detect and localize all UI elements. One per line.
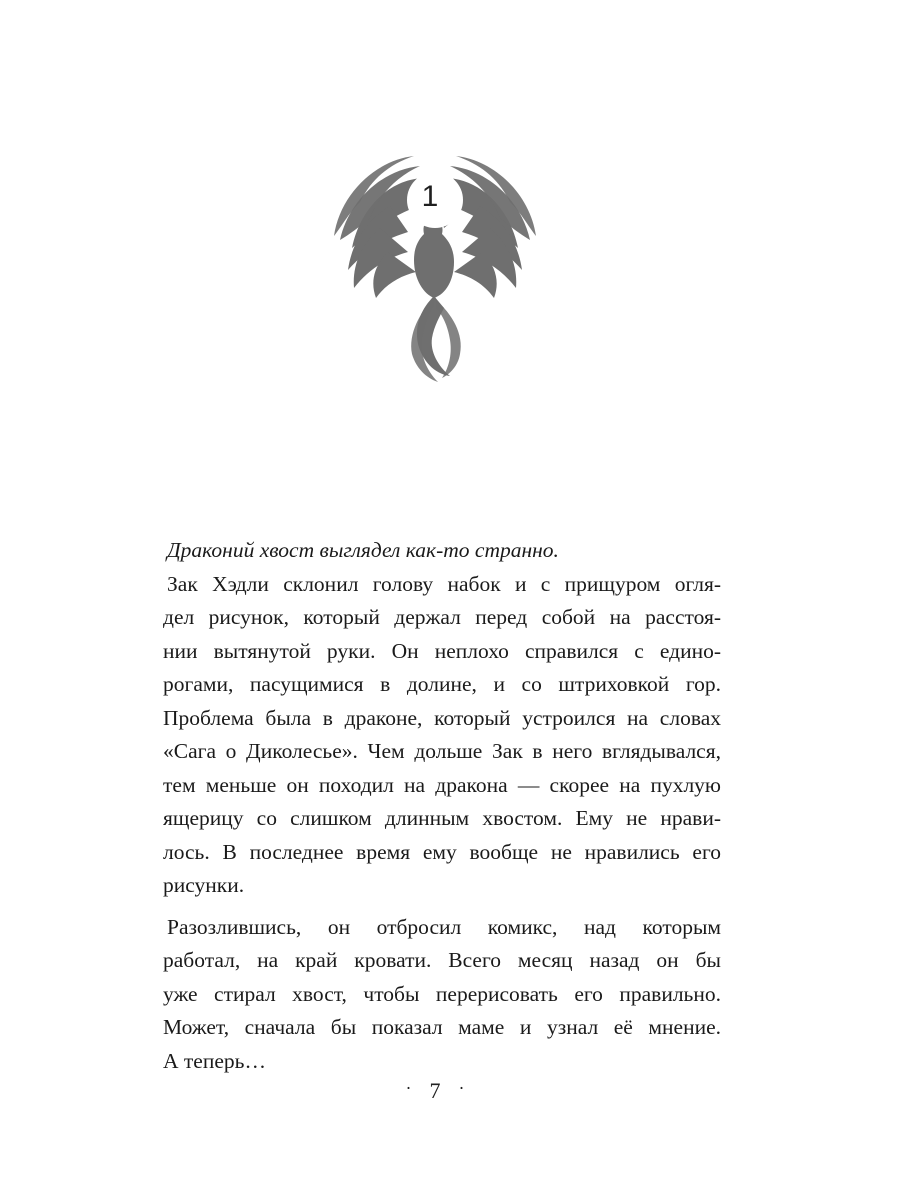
text-line: Проблема была в драконе, который устроился на словах [163, 705, 721, 730]
text-line: нии вытянутой руки. Он неплохо справился с едино- [163, 638, 721, 663]
chapter-lead-sentence: Драконий хвост выглядел как-то странно. [167, 538, 559, 562]
text-line: ящерицу со слишком длинным хвостом. Ему не нрави- [163, 806, 721, 830]
page-number: 7 [429, 1078, 441, 1103]
text-line: тем меньше он походил на дракона — скорее на пухлую [163, 772, 721, 797]
text-line: рисунки. [163, 873, 245, 897]
text-line: уже стирал хвост, чтобы перерисовать его правильно. [163, 981, 721, 1006]
text-line: дел рисунок, который держал перед собой на расстоя- [163, 605, 721, 629]
page-footer [0, 1078, 870, 1104]
text-line: Разозлившись, он отбросил комикс, над которым [167, 914, 721, 939]
chapter-number: 1 [421, 180, 439, 213]
paragraph-2 [163, 911, 721, 1079]
text-line: Может, сначала бы показал маме и узнал её мнение. [163, 1015, 721, 1039]
footer-dot: · [458, 1078, 465, 1098]
footer-dot: · [405, 1078, 412, 1098]
text-line: Зак Хэдли склонил голову набок и с прищуром огля- [167, 571, 721, 596]
chapter-body [163, 534, 721, 1078]
text-line: А теперь… [163, 1048, 266, 1073]
text-line: рогами, пасущимися в долине, и со штриховкой гор. [163, 672, 721, 696]
text-line: лось. В последнее время ему вообще не нравились его [163, 839, 721, 864]
text-line: работал, на край кровати. Всего месяц назад он бы [163, 948, 721, 972]
text-line: «Сага о Диколесье». Чем дольше Зак в него вглядывался, [163, 739, 721, 763]
paragraph-1 [163, 568, 721, 903]
